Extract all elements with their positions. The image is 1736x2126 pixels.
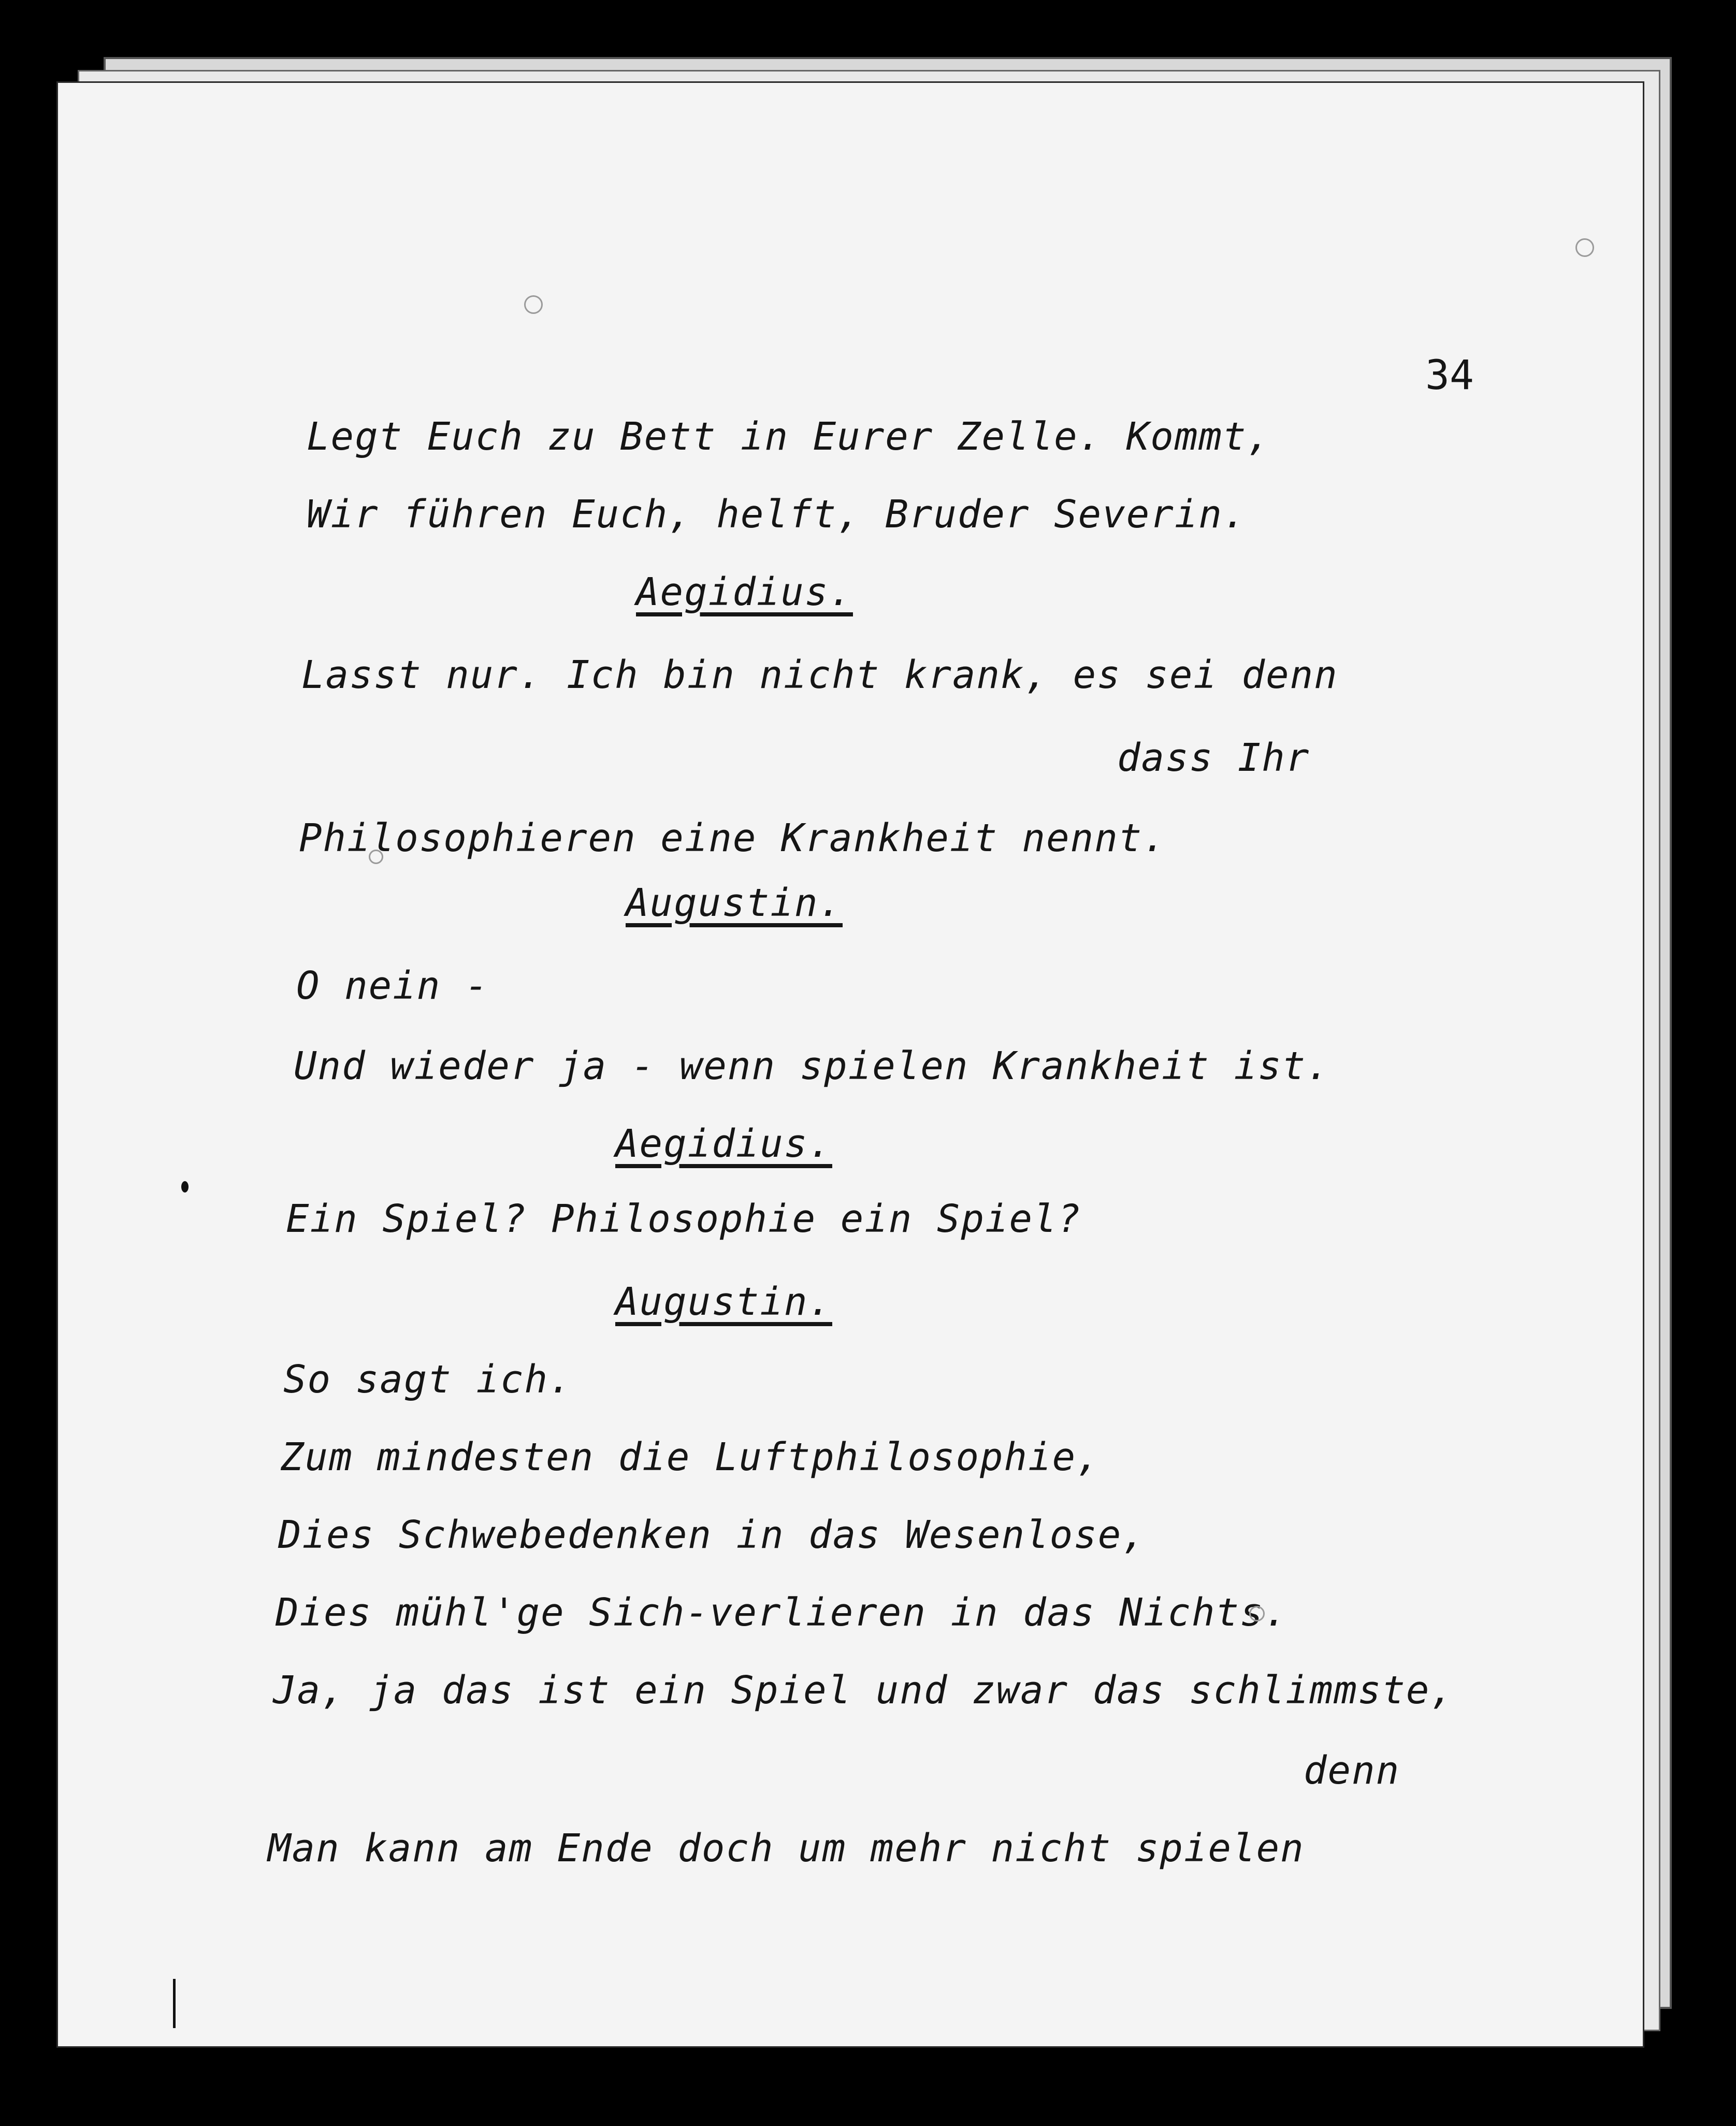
paper-speck xyxy=(524,295,543,314)
speaker-name: Augustin. xyxy=(626,881,843,925)
verse-line: Zum mindesten die Luftphilosophie, xyxy=(281,1435,1101,1479)
margin-tick-mark xyxy=(173,1979,176,2028)
verse-line: Ja, ja das ist ein Spiel und zwar das schlimmste, xyxy=(273,1668,1455,1713)
verse-line: Philosophieren eine Krankheit nennt. xyxy=(299,816,1167,860)
verse-line: denn xyxy=(1304,1748,1400,1793)
verse-line: Und wieder ja - wenn spielen Krankheit ist. xyxy=(294,1044,1330,1088)
paper-speck xyxy=(1575,238,1594,257)
typescript-page xyxy=(58,83,1643,2046)
paper-speck xyxy=(1249,1606,1265,1621)
verse-line: dass Ihr xyxy=(1117,736,1310,780)
paper-speck xyxy=(369,850,383,864)
speaker-name: Aegidius. xyxy=(615,1122,832,1166)
hole-punch-mark xyxy=(181,1181,189,1193)
page-number: 34 xyxy=(1425,352,1474,399)
verse-line: Wir führen Euch, helft, Bruder Severin. xyxy=(307,492,1247,537)
speaker-name: Aegidius. xyxy=(636,570,853,614)
verse-line: Legt Euch zu Bett in Eurer Zelle. Kommt, xyxy=(307,414,1271,459)
verse-line: Man kann am Ende doch um mehr nicht spielen xyxy=(268,1826,1305,1871)
verse-line: So sagt ich. xyxy=(283,1357,573,1402)
verse-line: Dies mühl'ge Sich-verlieren in das Nichts. xyxy=(276,1590,1289,1635)
speaker-name: Augustin. xyxy=(615,1280,832,1324)
verse-line: O nein - xyxy=(296,964,489,1008)
verse-line: Lasst nur. Ich bin nicht krank, es sei denn xyxy=(301,653,1338,697)
verse-line: Ein Spiel? Philosophie ein Spiel? xyxy=(286,1197,1082,1241)
verse-line: Dies Schwebedenken in das Wesenlose, xyxy=(278,1513,1146,1557)
